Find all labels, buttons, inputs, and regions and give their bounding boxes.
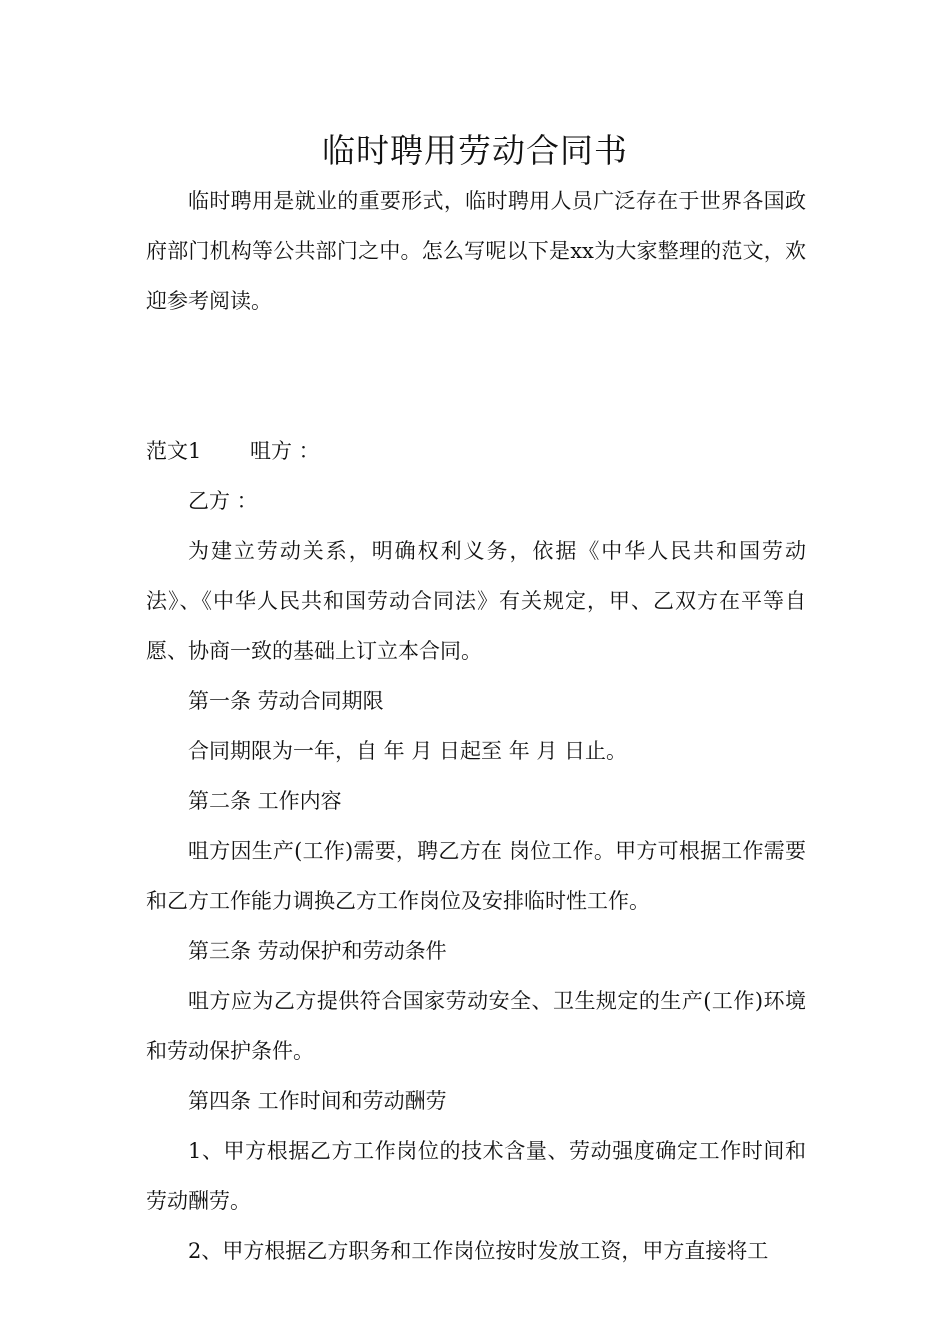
article-3-heading: 第三条 劳动保护和劳动条件 <box>188 939 447 963</box>
paragraph-0: 为建立劳动关系，明确权利义务，依据《中华人民共和国劳动法》、《中华人民共和国劳动合同法》有关规定，甲、乙双方在平等自愿、协商一致的基础上订立本合同。 <box>146 539 806 663</box>
paragraph-8: 1、甲方根据乙方工作岗位的技术含量、劳动强度确定工作时间和劳动酬劳。 <box>146 1139 806 1213</box>
paragraph-4: 咀方因生产(工作)需要，聘乙方在 岗位工作。甲方可根据工作需要和乙方工作能力调换乙方工作岗位及安排临时性工作。 <box>146 839 806 913</box>
party-a-line: 咀方 ： <box>250 439 320 463</box>
paragraph-6: 咀方应为乙方提供符合国家劳动安全、卫生规定的生产(工作)环境和劳动保护条件。 <box>146 989 806 1063</box>
article-1-heading: 第一条 劳动合同期限 <box>188 689 384 713</box>
intro-paragraph: 临时聘用是就业的重要形式，临时聘用人员广泛存在于世界各国政府部门机构等公共部门之中。怎么写呢以下是xx为大家整理的范文，欢迎参考阅读。 <box>146 189 806 313</box>
blank-gap <box>146 326 806 426</box>
document-title: 临时聘用劳动合同书 <box>322 131 628 170</box>
document-body <box>146 176 806 1276</box>
article-4-heading: 第四条 工作时间和劳动酬劳 <box>188 1089 447 1113</box>
paragraph-2: 合同期限为一年，自 年 月 日起至 年 月 日止。 <box>188 739 628 763</box>
paragraph-9: 2、甲方根据乙方职务和工作岗位按时发放工资，甲方直接将工 <box>188 1239 769 1263</box>
party-b-line: 乙方 ： <box>188 489 258 513</box>
article-2-heading: 第二条 工作内容 <box>188 789 342 813</box>
sample-label: 范文1 <box>146 439 202 463</box>
sample-header-line <box>146 426 806 476</box>
